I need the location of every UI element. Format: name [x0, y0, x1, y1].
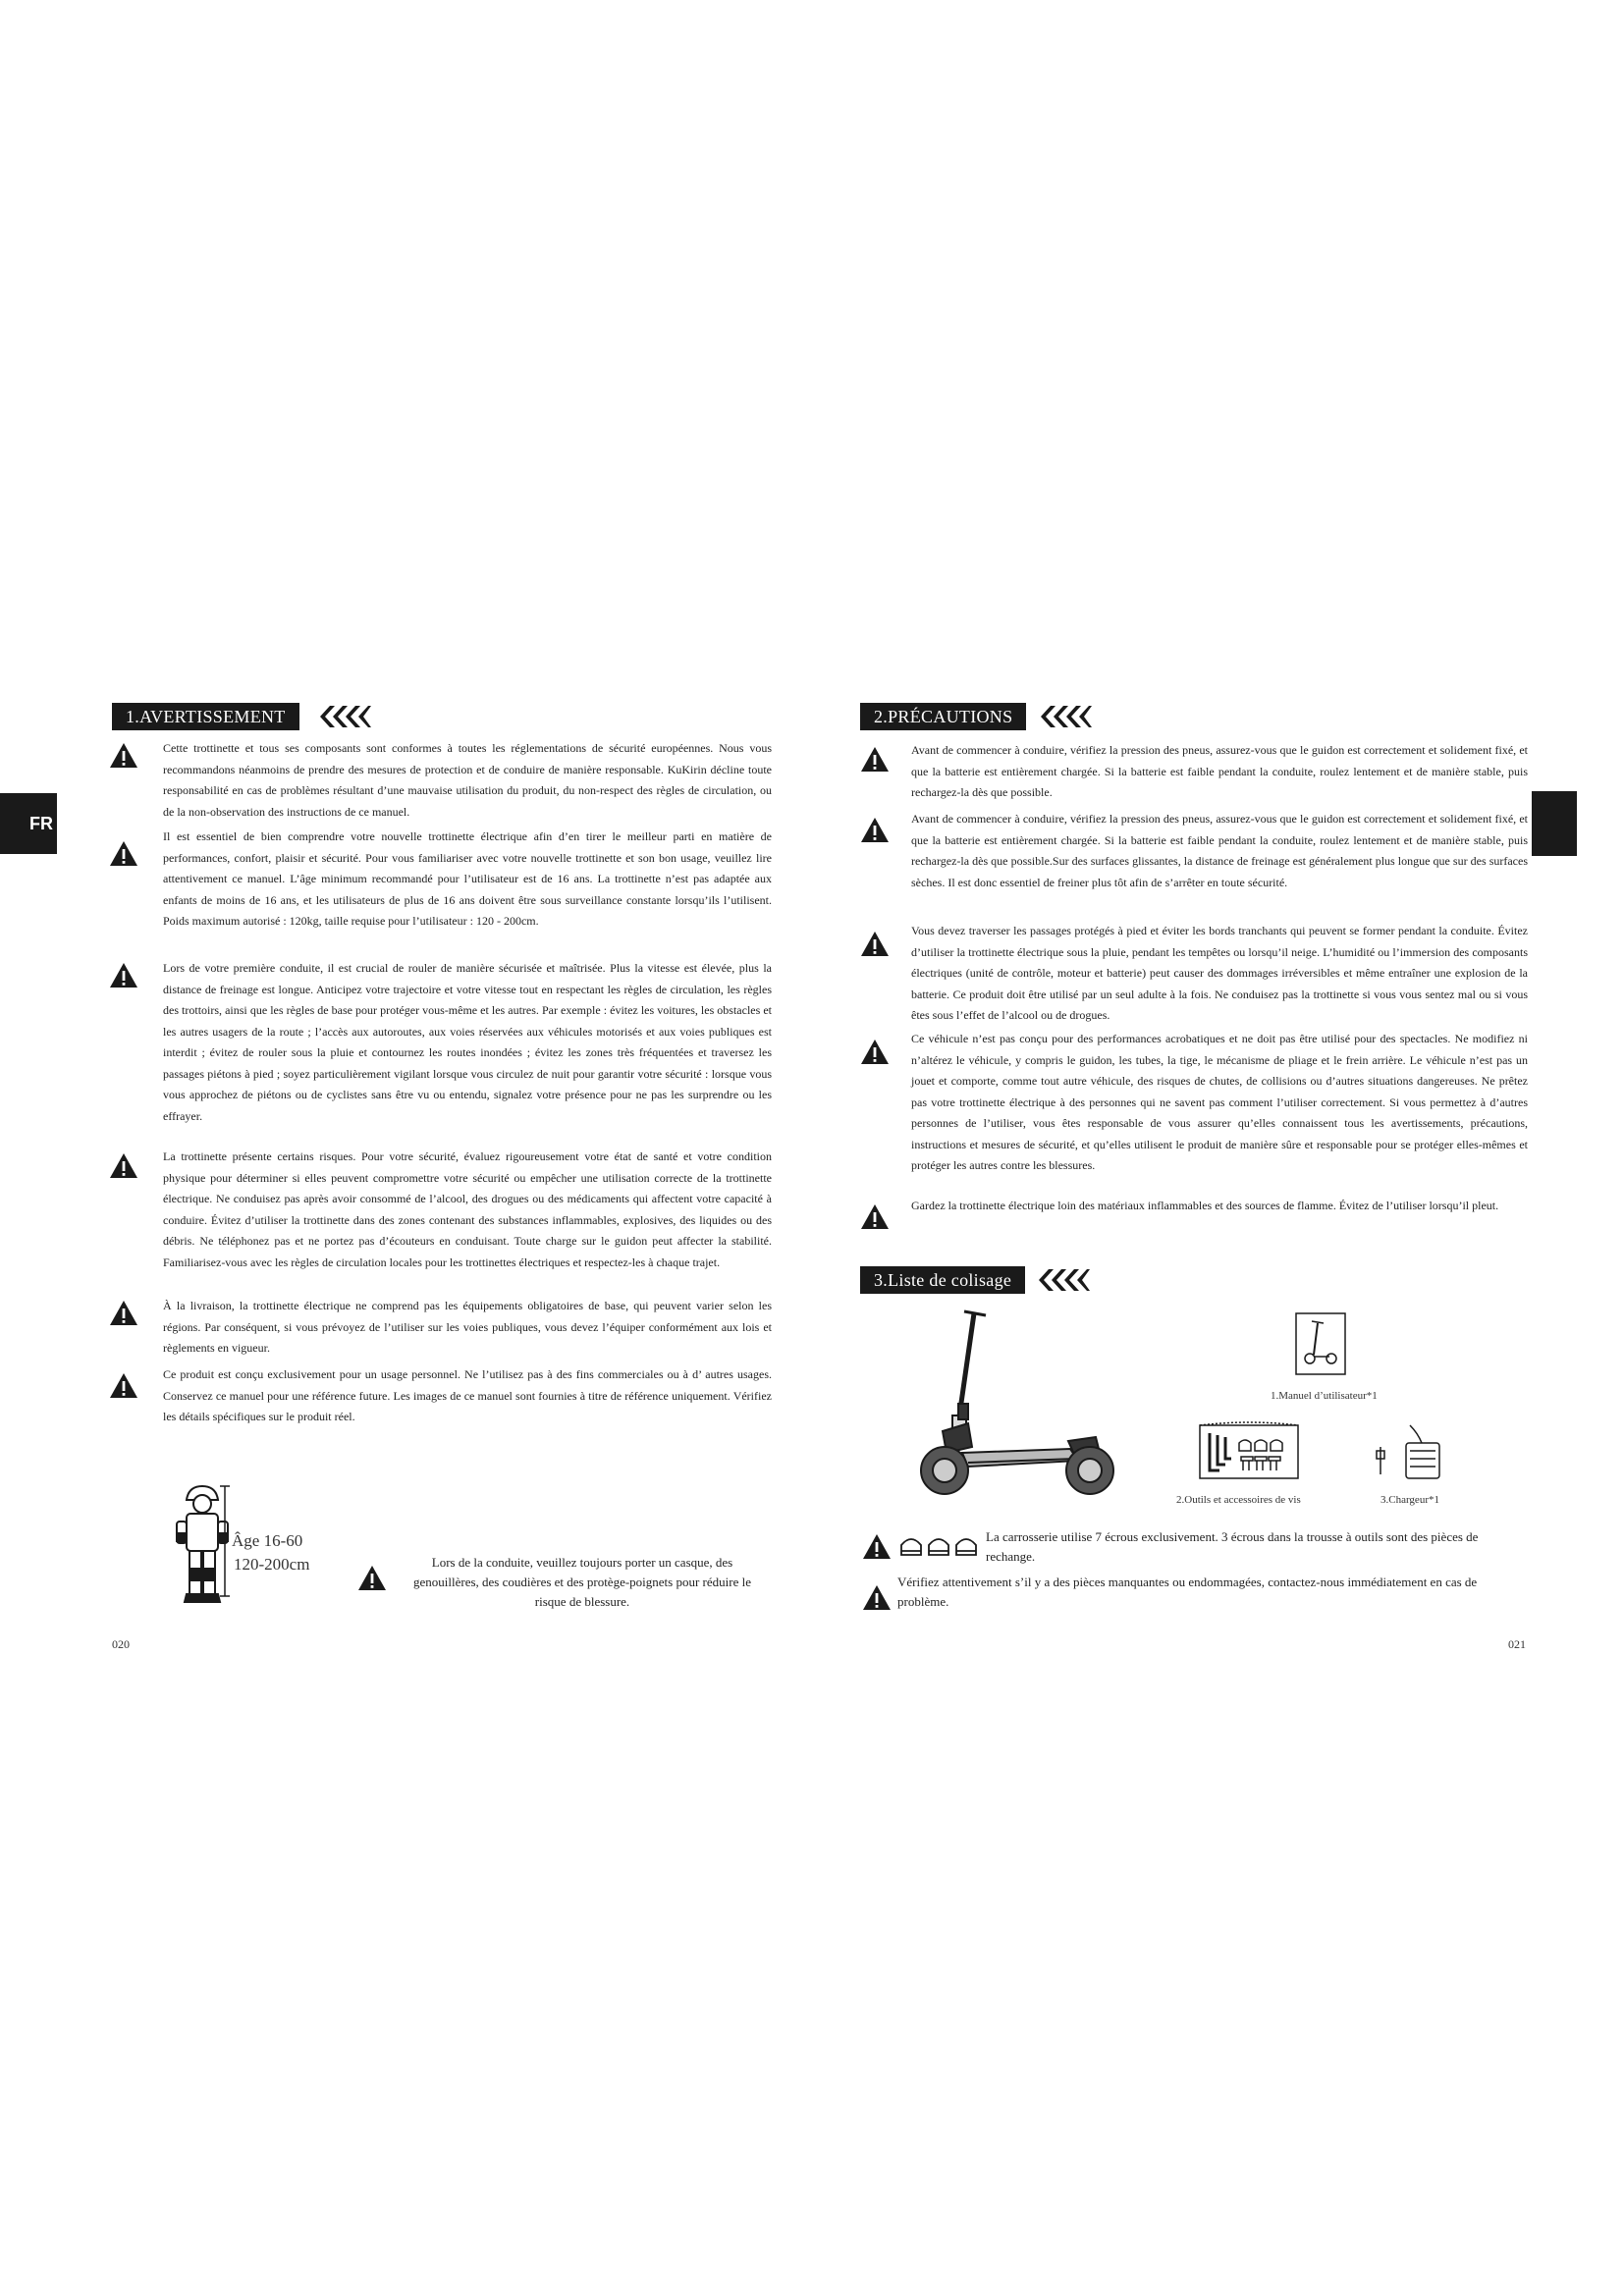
- side-tab: [1532, 791, 1577, 856]
- page-number: 020: [112, 1637, 130, 1651]
- age-label: Âge 16-60: [232, 1531, 303, 1550]
- warning-icon: [862, 1533, 892, 1560]
- manual-caption: 1.Manuel d’utilisateur*1: [1271, 1390, 1378, 1402]
- paragraph: La trottinette présente certains risques. Pour votre sécurité, évaluez rigoureusement votre état de santé et votre condition physique pour déterminer si elles peuvent compromettre votre sécurité ou empêcher une utilisation correcte de la trottinette électrique. Ne conduisez pas après avoir consommé de l’alcool, des drogues ou des médicaments qui affectent votre capacité à conduire. Évitez d’utiliser la trottinette dans des zones contenant des substances inflammables, explosives, des liquides ou des débris. Ne téléphonez pas et ne portez pas d’écouteurs en conduisant. Toute charge sur le guidon peut affecter la stabilité. Familiarisez-vous avec les règles de circulation locales pour les trottinettes électriques et respectez-les à chaque trajet.: [163, 1149, 772, 1269]
- tools-caption: 2.Outils et accessoires de vis: [1176, 1494, 1301, 1506]
- warning-icon: [109, 962, 138, 988]
- language-tab: FR: [0, 793, 57, 854]
- chevrons-icon: [1037, 704, 1092, 729]
- chevrons-icon: [316, 704, 371, 729]
- charger-icon: [1371, 1423, 1449, 1482]
- warning-icon: [860, 1039, 890, 1065]
- warning-icon: [109, 1152, 138, 1179]
- warning-icon: [109, 742, 138, 769]
- height-label: 120-200cm: [234, 1555, 310, 1574]
- section-title: 1.AVERTISSEMENT: [112, 703, 299, 730]
- paragraph: Avant de commencer à conduire, vérifiez la pression des pneus, assurez-vous que le guidon est correctement et solidement fixé, et que la batterie est entièrement chargée. Si la batterie est faible pendant la conduite, roulez lentement et de manière stable, puis rechargez-la dès que possible.: [911, 743, 1528, 799]
- warning-icon: [109, 1372, 138, 1399]
- helmet-note: Lors de la conduite, veuillez toujours porter un casque, des genouillères, des coudières et des protège-poignets pour réduire le risque de blessure.: [412, 1555, 752, 1609]
- paragraph: Ce véhicule n’est pas conçu pour des performances acrobatiques et ne doit pas être utilisé pour des spectacles. Ne modifiez ni n’altérez le véhicule, y compris le guidon, les tubes, la tige, le mécanisme de pliage et le frein arrière. Le véhicule n’est pas un jouet et comporte, comme tout autre véhicule, des risques de chutes, de collisions ou d’autres situations dangereuses. Ne prêtez pas votre trottinette électrique à des personnes qui ne savent pas comment l’utiliser correctement. Si vous permettez à d’autres personnes de l’utiliser, vous êtes responsable de vous assurer qu’elles connaissent tous les avertissements, précautions, instructions et mesures de sécurité, et qu’elles utilisent le produit de manière sûre et responsable pour se protéger elles-mêmes et protéger les autres contre les blessures.: [911, 1032, 1528, 1172]
- chevrons-icon: [1035, 1267, 1090, 1293]
- warning-icon: [860, 746, 890, 773]
- paragraph: Ce produit est conçu exclusivement pour un usage personnel. Ne l’utilisez pas à des fins commerciales ou à d’ autres usages. Conservez ce manuel pour une référence future. Les images de ce manuel sont fournies à titre de référence uniquement. Vérifiez les détails spécifiques sur le produit réel.: [163, 1367, 772, 1423]
- paragraph: Lors de votre première conduite, il est crucial de rouler de manière sécurisée et maîtrisée. Plus la vitesse est élevée, plus la distance de freinage est longue. Anticipez votre trajectoire et votre vitesse tout en respectant les règles de circulation, les règles des trottoirs, ainsi que les règles de base pour protéger vous-même et les autres. Par exemple : évitez les voitures, les obstacles et les autres usagers de la route ; l’accès aux autoroutes, aux voies réservées aux véhicules motorisés et aux voies publiques est interdit ; évitez de rouler sous la pluie et contournez les routes inondées ; évitez les zones très fréquentées et traversez les passages piétons à pied ; soyez particulièrement vigilant lorsque vous circulez de nuit pour garantir votre sécurité : lorsque vous vous approchez de piétons ou de cyclistes sans être vu ou entendu, signalez votre présence pour ne pas les surprendre ou les effrayer.: [163, 961, 772, 1123]
- nuts-note: La carrosserie utilise 7 écrous exclusivement. 3 écrous dans la trousse à outils sont des pièces de rechange.: [986, 1529, 1479, 1564]
- page-number: 021: [1508, 1637, 1526, 1651]
- paragraph: Avant de commencer à conduire, vérifiez la pression des pneus, assurez-vous que le guidon est correctement et solidement fixé, et que la batterie est entièrement chargée. Si la batterie est faible pendant la conduite, roulez lentement et de manière stable, puis rechargez-la dès que possible.Sur des surfaces glissantes, la distance de freinage est généralement plus longue que sur des surfaces sèches. Il est donc essentiel de freiner plus tôt afin de s’arrêter en toute sécurité.: [911, 812, 1528, 889]
- paragraph: Il est essentiel de bien comprendre votre nouvelle trottinette électrique afin d’en tirer le meilleur parti en matière de performances, confort, plaisir et sécurité. Pour vous familiariser avec votre nouvelle trottinette et son bon usage, veuillez lire attentivement ce manuel. L’âge minimum recommandé pour l’utilisateur est de 16 ans. La trottinette n’est pas adaptée aux enfants de moins de 16 ans, et les utilisateurs de plus de 16 ans doivent être sous surveillance constante lorsqu’ils l’utilisent. Poids maximum autorisé : 120kg, taille requise pour l’utilisateur : 120 - 200cm.: [163, 829, 772, 928]
- check-note: Vérifiez attentivement s’il y a des pièces manquantes ou endommagées, contactez-nous immédiatement en cas de problème.: [897, 1575, 1478, 1609]
- section-title: 2.PRÉCAUTIONS: [860, 703, 1026, 730]
- warning-icon: [109, 1300, 138, 1326]
- warning-icon: [860, 1203, 890, 1230]
- warning-icon: [860, 817, 890, 843]
- warning-icon: [109, 840, 138, 867]
- tools-kit-icon: [1198, 1421, 1300, 1480]
- warning-icon: [860, 931, 890, 957]
- warning-icon: [357, 1565, 387, 1591]
- nuts-icon: [897, 1531, 980, 1559]
- charger-caption: 3.Chargeur*1: [1380, 1494, 1439, 1506]
- scooter-illustration-icon: [903, 1306, 1129, 1498]
- paragraph: Cette trottinette et tous ses composants sont conformes à toutes les réglementations de sécurité européennes. Nous vous recommandons néanmoins de prendre des mesures de protection et de conduire de manière responsable. KuKirin décline toute responsabilité en cas de problèmes résultant d’une mauvaise utilisation du produit, du non-respect des règles de circulation, ou de la non-observation des instructions de ce manuel.: [163, 741, 772, 819]
- paragraph: À la livraison, la trottinette électrique ne comprend pas les équipements obligatoires de base, qui peuvent varier selon les régions. Par conséquent, si vous prévoyez de l’utiliser sur les voies publiques, vous devez l’équiper conformément aux lois et règlements en vigueur.: [163, 1299, 772, 1355]
- section-title: 3.Liste de colisage: [860, 1266, 1025, 1294]
- paragraph: Vous devez traverser les passages protégés à pied et éviter les bords tranchants qui peuvent se former pendant la conduite. Évitez d’utiliser la trottinette électrique sous la pluie, pendant les tempêtes ou lorsqu’il neige. L’humidité ou l’immersion des composants électriques (unité de contrôle, moteur et batterie) peut causer des dommages irréversibles et même entraîner une explosion de la batterie. Ce produit doit être utilisé par un seul adulte à la fois. Ne conduisez pas la trottinette si vous vous sentez mal ou si vous êtes sous l’effet de l’alcool ou de drogues.: [911, 924, 1528, 1022]
- height-bracket-icon: [218, 1484, 232, 1598]
- user-manual-icon: [1294, 1311, 1347, 1376]
- warning-icon: [862, 1584, 892, 1611]
- paragraph: Gardez la trottinette électrique loin des matériaux inflammables et des sources de flamme. Évitez de l’utiliser lorsqu’il pleut.: [911, 1199, 1499, 1212]
